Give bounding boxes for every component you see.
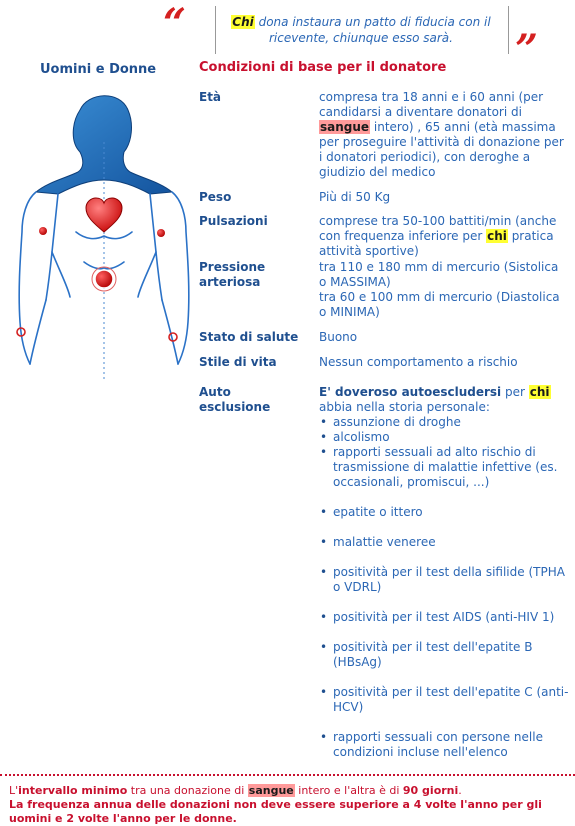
value-autoesclusione (319, 385, 569, 760)
list-item: • rapporti sessuali con persone nelle condizioni incluse nell'elenco (319, 730, 569, 760)
autoesclusione-lead (319, 385, 569, 415)
value-eta (319, 90, 569, 180)
list-item: • alcolismo (319, 430, 569, 445)
autoesclusione-lead-bold: E' doveroso autoescludersi (319, 385, 502, 399)
list-item: • positività per il test dell'epatite C (anti-HCV) (319, 685, 569, 715)
list-item: • assunzione di droghe (319, 415, 569, 430)
label-autoesclusione: Auto esclusione (199, 385, 271, 414)
value-pressione-diastolica: tra 60 e 100 mm di mercurio (Diastolica o MINIMA) (319, 290, 560, 319)
footer-text-part: tra una donazione di (127, 784, 248, 797)
footer-line-2: La frequenza annua delle donazioni non deve essere superiore a 4 volte l'anno per gli uomini e 2 volte l'anno per le donne. (9, 798, 542, 825)
quote-highlight: Chi (232, 15, 254, 29)
value-pulsazioni-part2: pratica attività sportive) (319, 229, 554, 258)
list-item: • positività per il test dell'epatite B (HBsAg) (319, 640, 569, 670)
footer-text-part: . (458, 784, 462, 797)
value-pressione (319, 260, 569, 320)
list-item: • epatite o ittero (319, 505, 569, 520)
highlight-chi: chi (487, 229, 507, 243)
left-title: Uomini e Donne (40, 62, 157, 77)
list-item: • rapporti sessuali ad alto rischio di trasmissione di malattie infettive (es. occasionali, promiscui, ...) (319, 445, 569, 490)
label-pressione: Pressione arteriosa (199, 260, 266, 289)
value-peso: Più di 50 Kg (319, 190, 391, 204)
exclusion-list-1 (319, 415, 569, 490)
open-quote-mark: “ (163, 0, 187, 47)
quote-body: dona instaura un patto di fiducia con il ricevente, chiunque esso sarà. (254, 15, 491, 45)
heart-icon (86, 198, 122, 232)
label-pulsazioni: Pulsazioni (199, 214, 268, 228)
footer-text-part: intero e l'altra è di (294, 784, 403, 797)
value-pulsazioni (319, 214, 569, 259)
autoesclusione-lead-end: abbia nella storia personale: (319, 400, 490, 414)
list-item: • malattie veneree (319, 535, 569, 550)
label-eta: Età (199, 90, 222, 104)
value-pressione-sistolica: tra 110 e 180 mm di mercurio (Sistolica o MASSIMA) (319, 260, 559, 289)
highlight-chi-2: chi (529, 385, 550, 399)
value-eta-part2: intero) , 65 anni (età massima per proseguire l'attività di donazione per i donatori periodici), con deroghe a giudizio del medico (319, 120, 564, 179)
value-salute: Buono (319, 330, 358, 344)
footer-bold-days: 90 giorni (402, 784, 459, 797)
footer-divider (0, 774, 575, 776)
label-peso: Peso (199, 190, 232, 204)
value-eta-part1: compresa tra 18 anni e i 60 anni (per candidarsi a diventare donatori di (319, 90, 544, 119)
list-item: • positività per il test della sifilide (TPHA o VDRL) (319, 565, 569, 595)
pulse-dot-right-shoulder (157, 229, 165, 237)
autoesclusione-lead-mid: per (501, 385, 529, 399)
list-item: • positività per il test AIDS (anti-HIV 1) (319, 610, 569, 625)
label-salute: Stato di salute (199, 330, 299, 344)
right-title: Condizioni di base per il donatore (199, 60, 447, 75)
highlight-sangue-footer: sangue (248, 784, 294, 797)
footer-note (9, 784, 571, 826)
value-stile: Nessun comportamento a rischio (319, 355, 518, 369)
footer-text-part: L' (9, 784, 19, 797)
close-quote-mark: ” (515, 26, 539, 73)
footer-line-1 (9, 784, 571, 798)
quote-text (221, 14, 501, 46)
head-shoulders-shape (36, 96, 172, 194)
exclusion-list-2 (319, 505, 569, 760)
value-pulsazioni-part1: comprese tra 50-100 battiti/min (anche con frequenza inferiore per (319, 214, 557, 243)
pulse-dot-left-shoulder (39, 227, 47, 235)
highlight-sangue: sangue (320, 120, 370, 134)
abdomen-dot (95, 270, 113, 288)
footer-bold-interval: intervallo minimo (18, 784, 128, 797)
human-figure-illustration (0, 82, 200, 382)
label-stile: Stile di vita (199, 355, 277, 369)
